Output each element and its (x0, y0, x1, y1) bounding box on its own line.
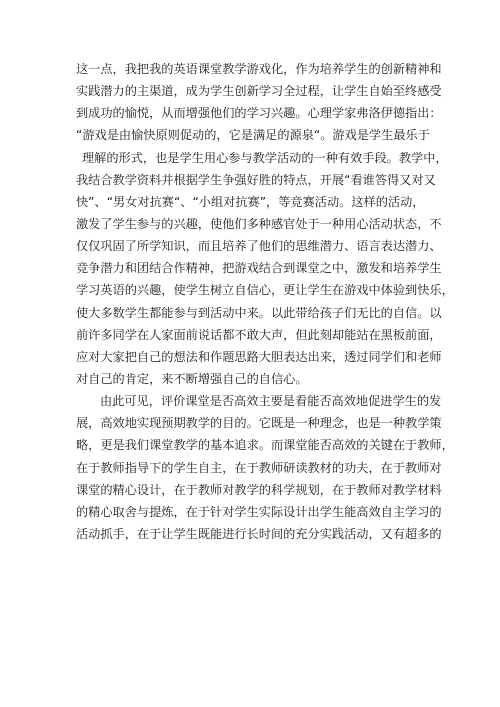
text-line: 展，高效地实现预期教学的目的。它既是一种理念，也是一种教学策 (76, 416, 442, 431)
text-line: “游戏是由愉快原则促动的，它是满足的源泉“。游戏是学生最乐于 (76, 128, 430, 143)
text-line: 使大多数学生都能参与到活动中来。以此带给孩子们无比的自信。以 (76, 305, 442, 320)
text-line: 快”、“男女对抗赛“、“小组对抗赛”，等竞赛活动。这样的活动， (76, 194, 425, 209)
text-line: 学习英语的兴趣，使学生树立自信心，更让学生在游戏中体验到快乐， (76, 283, 454, 298)
text-line: 活动抓手，在于让学生既能进行长时间的充分实践活动，又有超多的 (76, 526, 442, 541)
text-line: 理解的形式，也是学生用心参与教学活动的一种有效手段。教学中， (82, 150, 448, 165)
text-line: 前许多同学在人家面前说话都不敢大声，但此刻却能站在黑板前面， (76, 327, 442, 342)
text-line: 到成功的愉悦，从而增强他们的学习兴趣。心理学家弗洛伊德指出： (76, 106, 442, 121)
text-line: 仅仅巩固了所学知识，而且培养了他们的思维潜力、语言表达潜力、 (76, 239, 442, 254)
text-line: 的精心取舍与提炼，在于针对学生实际设计出学生能高效自主学习的 (76, 504, 442, 519)
text-line: 应对大家把自己的想法和作题思路大胆表达出来，透过同学们和老师 (76, 349, 442, 364)
text-line: 激发了学生参与的兴趣，使他们多种感官处于一种用心活动状态，不 (76, 216, 442, 231)
body-text (76, 58, 454, 545)
text-line: 竞争潜力和团结合作精神，把游戏结合到课堂之中，激发和培养学生 (76, 261, 442, 276)
text-line: 我结合教学资料并根据学生争强好胜的特点，开展“看谁答得又对又 (76, 172, 436, 187)
text-line: 在于教师指导下的学生自主，在于教师研读教材的功夫，在于教师对 (76, 460, 442, 475)
text-line: 课堂的精心设计，在于教师对教学的科学规划，在于教师对教学材料 (76, 482, 442, 497)
text-line: 略，更是我们课堂教学的基本追求。而课堂能否高效的关键在于教师， (76, 438, 454, 453)
text-line: 实践潜力的主渠道，成为学生创新学习全过程，让学生自始至终感受 (76, 84, 442, 99)
text-line: 对自己的肯定，来不断增强自己的自信心。 (76, 371, 308, 386)
text-line: 这一点，我把我的英语课堂教学游戏化，作为培养学生的创新精神和 (76, 62, 442, 76)
paragraph-first-line: 由此可见，评价课堂是否高效主要是看能否高效地促进学生的发 (100, 394, 442, 409)
